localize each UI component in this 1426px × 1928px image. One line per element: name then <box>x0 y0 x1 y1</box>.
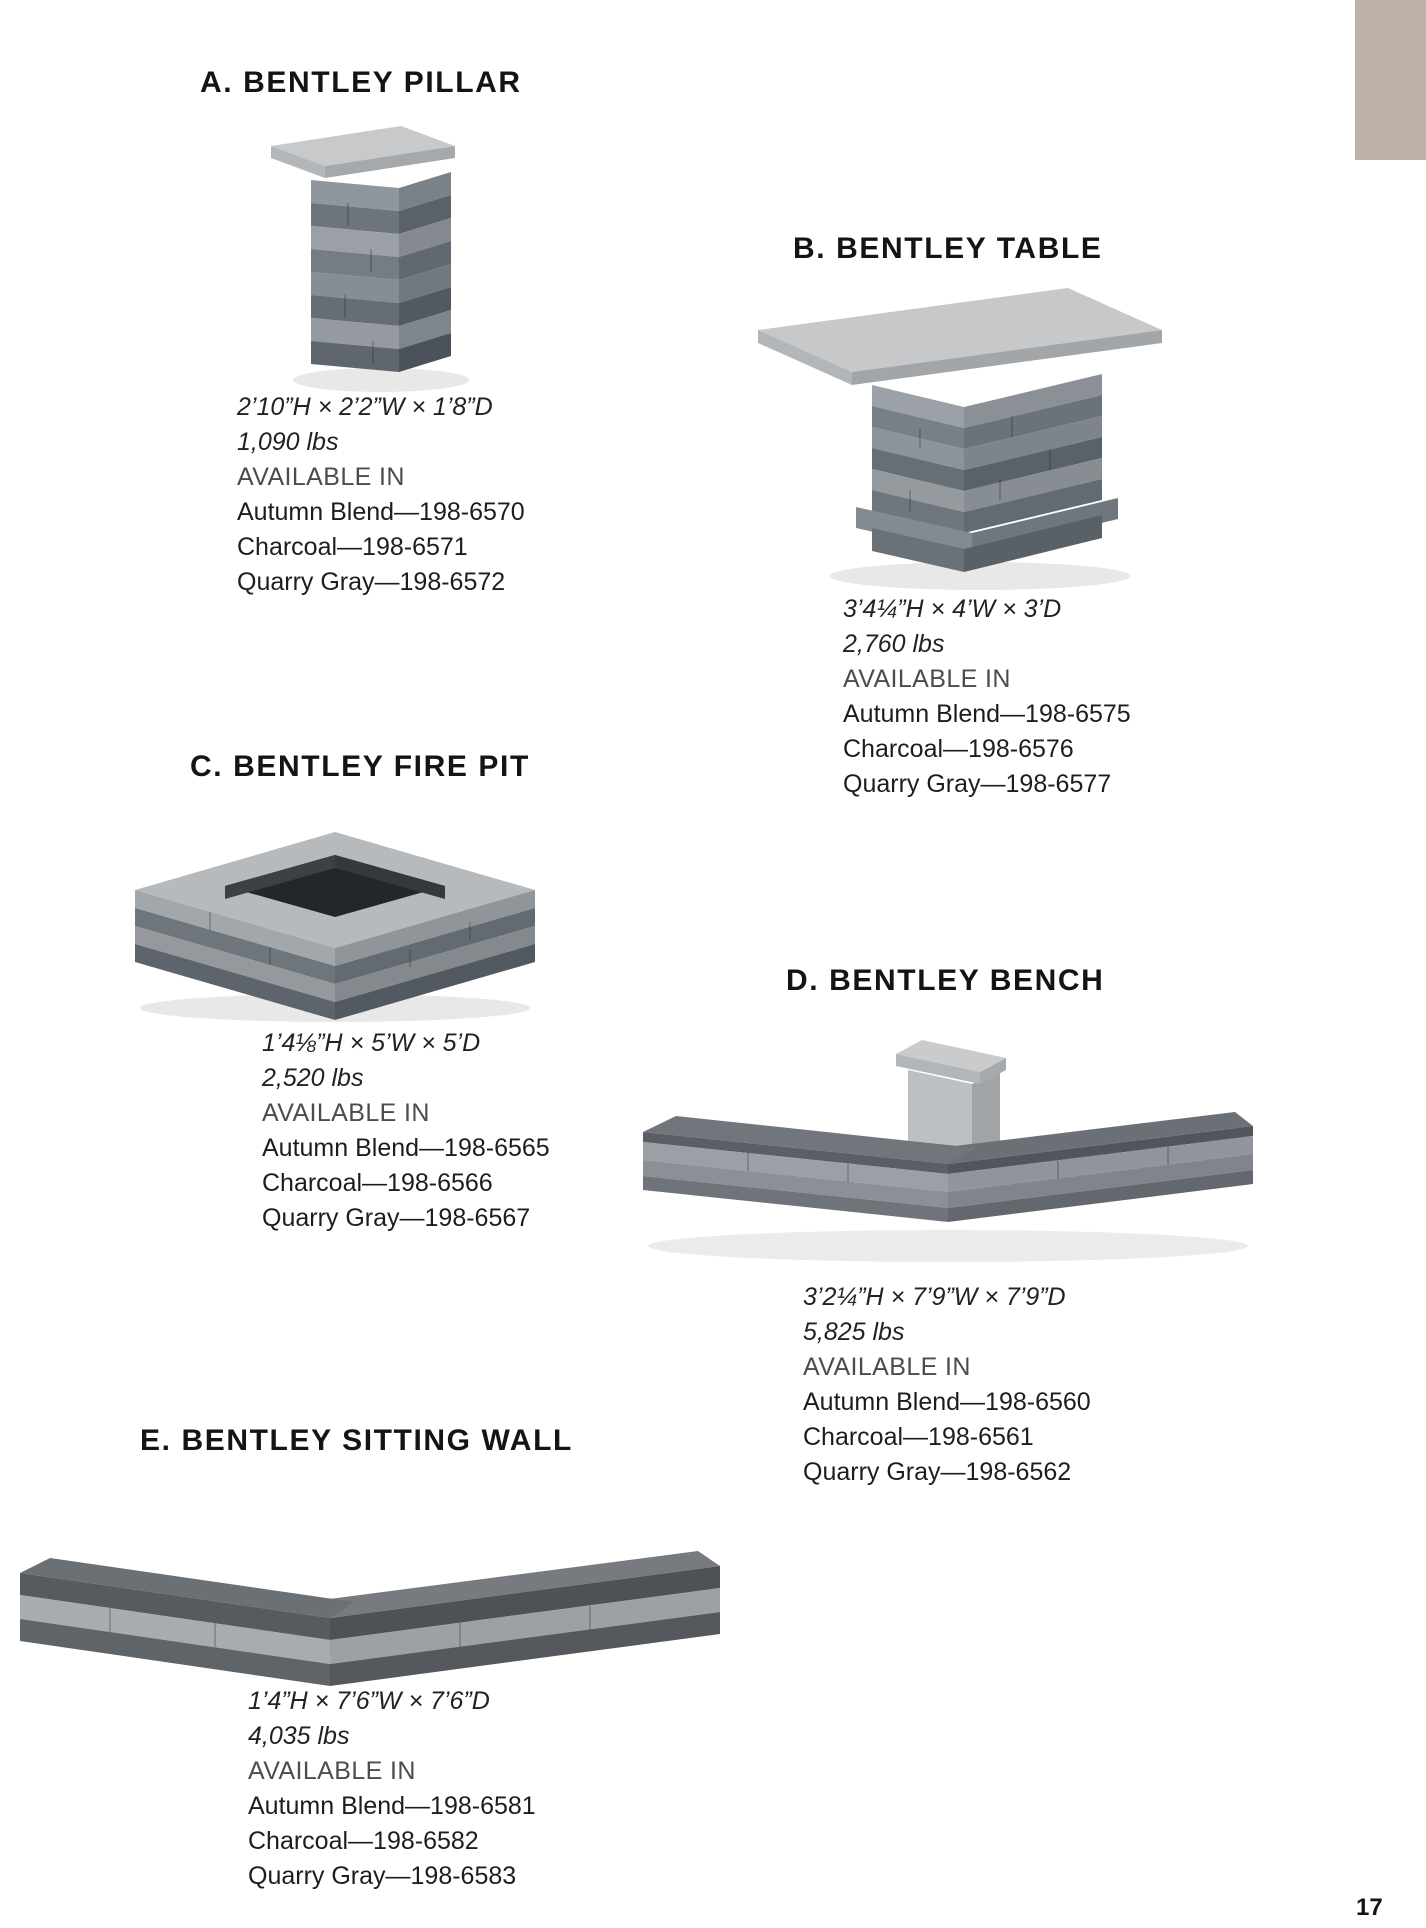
spec-dimensions: 1’4⅛”H × 5’W × 5’D <box>262 1029 481 1057</box>
product-title-pillar: A. BENTLEY PILLAR <box>200 66 522 99</box>
spec-weight: 2,520 lbs <box>262 1064 364 1092</box>
product-specs-sitting-wall <box>248 1684 536 1894</box>
spec-weight: 2,760 lbs <box>843 630 945 658</box>
spec-dimensions: 1’4”H × 7’6”W × 7’6”D <box>248 1687 490 1715</box>
color-option: Autumn Blend—198-6575 <box>843 700 1131 728</box>
color-option: Charcoal—198-6582 <box>248 1827 479 1855</box>
spec-weight: 1,090 lbs <box>237 428 339 456</box>
bentley-pillar-image <box>253 112 473 402</box>
product-title-fire-pit: C. BENTLEY FIRE PIT <box>190 750 530 783</box>
bentley-table-image <box>750 278 1170 598</box>
product-specs-pillar <box>237 390 525 600</box>
available-in-label: AVAILABLE IN <box>248 1757 416 1785</box>
available-in-label: AVAILABLE IN <box>262 1099 430 1127</box>
spec-dimensions: 3’4¼”H × 4’W × 3’D <box>843 595 1062 623</box>
color-option: Autumn Blend—198-6581 <box>248 1792 536 1820</box>
color-option: Quarry Gray—198-6583 <box>248 1862 517 1890</box>
spec-weight: 4,035 lbs <box>248 1722 350 1750</box>
bentley-bench-image <box>628 1010 1268 1280</box>
product-title-bench: D. BENTLEY BENCH <box>786 964 1105 997</box>
color-option: Autumn Blend—198-6560 <box>803 1388 1091 1416</box>
color-option: Quarry Gray—198-6562 <box>803 1458 1072 1486</box>
available-in-label: AVAILABLE IN <box>803 1353 971 1381</box>
spec-dimensions: 3’2¼”H × 7’9”W × 7’9”D <box>803 1283 1066 1311</box>
color-option: Charcoal—198-6576 <box>843 735 1074 763</box>
bentley-fire-pit-image <box>120 810 550 1025</box>
color-option: Quarry Gray—198-6577 <box>843 770 1112 798</box>
spec-weight: 5,825 lbs <box>803 1318 905 1346</box>
color-option: Autumn Blend—198-6565 <box>262 1134 550 1162</box>
product-specs-fire-pit <box>262 1026 550 1236</box>
bentley-sitting-wall-image <box>0 1478 740 1693</box>
product-specs-bench <box>803 1280 1091 1490</box>
page-number: 17 <box>1356 1894 1383 1921</box>
spec-dimensions: 2’10”H × 2’2”W × 1’8”D <box>237 393 493 421</box>
color-option: Autumn Blend—198-6570 <box>237 498 525 526</box>
color-option: Charcoal—198-6571 <box>237 533 468 561</box>
available-in-label: AVAILABLE IN <box>237 463 405 491</box>
accent-bar <box>1355 0 1426 160</box>
color-option: Charcoal—198-6561 <box>803 1423 1034 1451</box>
product-title-table: B. BENTLEY TABLE <box>793 232 1103 265</box>
product-title-sitting-wall: E. BENTLEY SITTING WALL <box>140 1424 573 1457</box>
color-option: Charcoal—198-6566 <box>262 1169 493 1197</box>
available-in-label: AVAILABLE IN <box>843 665 1011 693</box>
color-option: Quarry Gray—198-6572 <box>237 568 506 596</box>
color-option: Quarry Gray—198-6567 <box>262 1204 531 1232</box>
product-specs-table <box>843 592 1131 802</box>
